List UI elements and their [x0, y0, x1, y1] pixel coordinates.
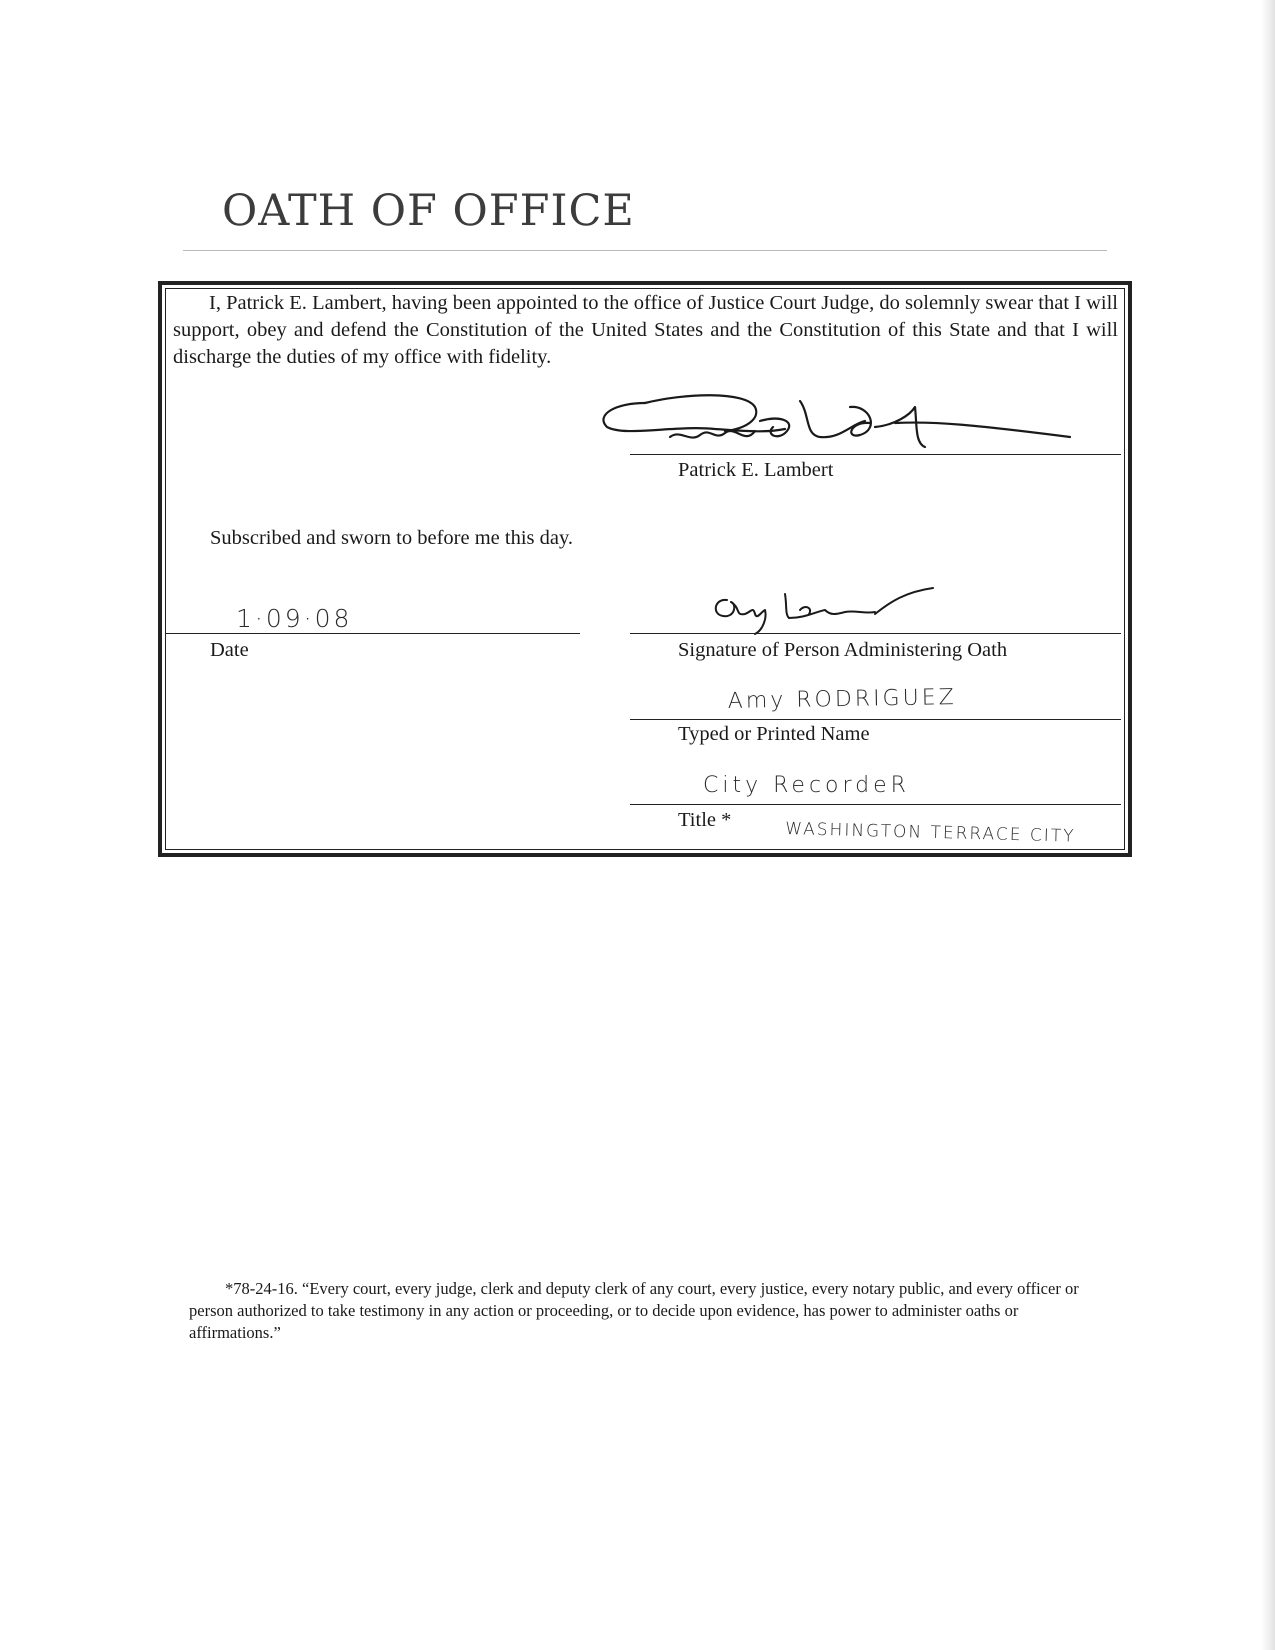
administrator-signature-label: Signature of Person Administering Oath — [678, 639, 1008, 661]
oath-taker-name: Patrick E. Lambert — [678, 459, 834, 481]
oath-box-inner-border — [165, 288, 1125, 850]
document-title: OATH OF OFFICE — [222, 186, 635, 236]
oath-statement: I, Patrick E. Lambert, having been appointed to the office of Justice Court Judge, do solemnly swear that I will support, obey and defend the Constitution of the United States and the Constitution of this State and that I will discharge the duties of my office with fidelity. — [173, 292, 1118, 368]
handwritten-title-note: WASHINGTON TERRACE CITY — [785, 819, 1076, 847]
title-line — [630, 804, 1121, 805]
handwritten-printed-name: Amy RODRIGUEZ — [727, 685, 957, 714]
oath-taker-signature-line — [630, 454, 1121, 455]
date-label: Date — [210, 639, 249, 661]
administrator-signature-line — [630, 633, 1121, 634]
handwritten-date: 1·09·08 — [236, 604, 353, 633]
title-rule — [183, 250, 1107, 251]
printed-name-line — [630, 719, 1121, 720]
oath-taker-signature — [595, 385, 1075, 475]
title-label: Title * — [678, 809, 732, 831]
statute-footnote: *78-24-16. “Every court, every judge, clerk and deputy clerk of any court, every justice, every notary public, and every officer or person authorized to take testimony in any action or proceeding, or to decide upon evidence, has power to administer oaths or affirmations.” — [189, 1279, 1079, 1342]
administrator-signature — [705, 588, 945, 638]
date-line — [166, 633, 580, 634]
handwritten-title: City RecordeR — [703, 773, 910, 798]
page-edge — [1261, 0, 1275, 1650]
sworn-statement: Subscribed and sworn to before me this day. — [210, 527, 574, 549]
printed-name-label: Typed or Printed Name — [678, 723, 870, 745]
